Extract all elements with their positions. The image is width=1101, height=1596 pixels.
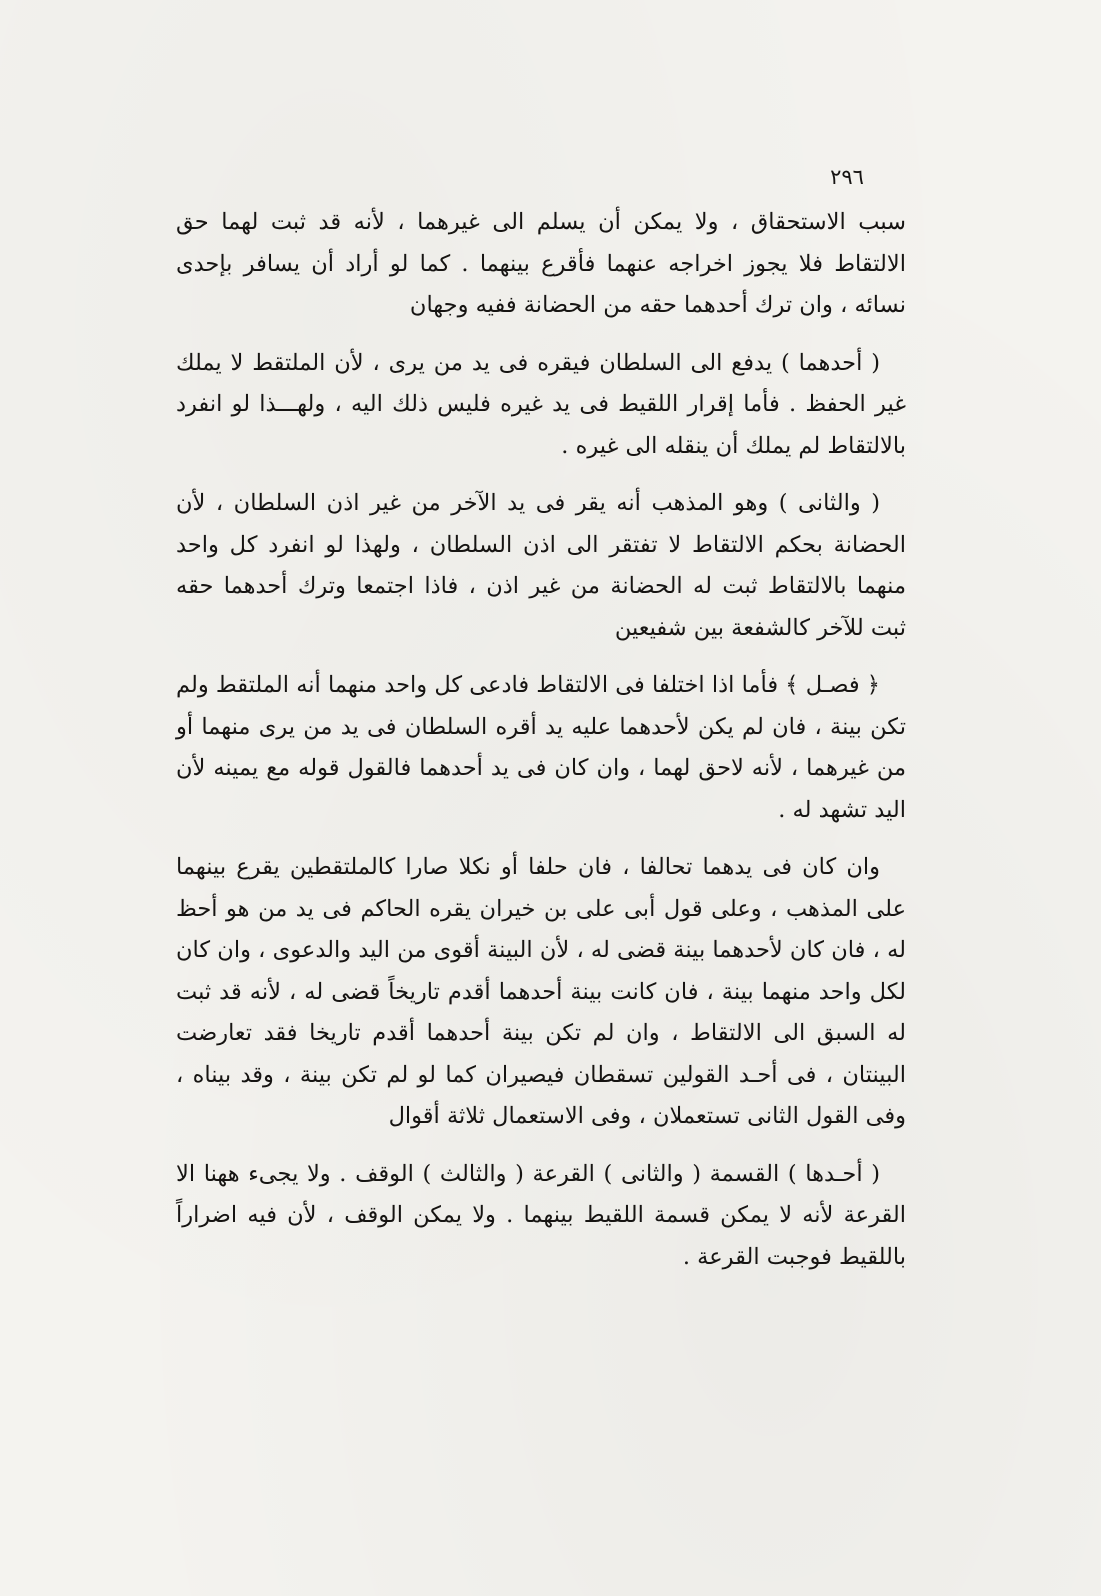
page-number: ٢٩٦ bbox=[830, 165, 864, 189]
paragraph: ( أحدهما ) يدفع الى السلطان فيقره فى يد من يرى ، لأن الملتقط لا يملك غير الحفظ . فأما إقرار اللقيط فى يد غيره فليس ذلك اليه ، ولهـــذا لو انفرد بالالتقاط لم يملك أن ينقله الى غيره . bbox=[176, 349, 906, 459]
paragraph: ﴿ فصـل ﴾ فأما اذا اختلفا فى الالتقاط فادعى كل واحد منهما أنه الملتقط ولم تكن بينة ، فان لم يكن لأحدهما عليه يد أقره السلطان فى يد من يرى منهما أو من غيرهما ، لأنه لاحق لهما ، وان كان فى يد أحدهما فالقول قوله مع يمينه لأن اليد تشهد له . bbox=[176, 672, 906, 823]
paragraph: سبب الاستحقاق ، ولا يمكن أن يسلم الى غيرهما ، لأنه قد ثبت لهما حق الالتقاط فلا يجوز اخراجه عنهما فأقرع بينهما . كما لو أراد أن يسافر بإحدى نسائه ، وان ترك أحدهما حقه من الحضانة ففيه وجهان bbox=[176, 209, 906, 318]
paragraph: ( أحـدها ) القسمة ( والثانى ) القرعة ( والثالث ) الوقف . ولا يجىء ههنا الا القرعة لأنه لا يمكن قسمة اللقيط بينهما . ولا يمكن الوقف ، لأن فيه اضراراً باللقيط فوجبت القرعة . bbox=[176, 1160, 906, 1270]
paragraph: وان كان فى يدهما تحالفا ، فان حلفا أو نكلا صارا كالملتقطين يقرع بينهما على المذهب ، وعلى قول أبى على بن خيران يقره الحاكم فى يد من هو أحظ له ، فان كان لأحدهما بينة قضى له ، لأن البينة أقوى من اليد والدعوى ، وان كان لكل واحد منهما بينة ، فان كانت بينة أحدهما أقدم تاريخاً قضى له ، لأنه قد ثبت له السبق الى الالتقاط ، وان لم تكن بينة أحدهما أقدم تاريخا فقد تعارضت البينتان ، فى أحـد القولين تسقطان فيصيران كما لو لم تكن بينة ، وقد بيناه ، وفى القول الثانى تستعملان ، وفى الاستعمال ثلاثة أقوال bbox=[176, 854, 906, 1129]
paragraph: ( والثانى ) وهو المذهب أنه يقر فى يد الآخر من غير اذن السلطان ، لأن الحضانة بحكم الالتقاط لا تفتقر الى اذن السلطان ، ولهذا لو انفرد كل واحد منهما بالالتقاط ثبت له الحضانة من غير اذن ، فاذا اجتمعا وترك أحدهما حقه ثبت للآخر كالشفعة بين شفيعين bbox=[176, 490, 906, 641]
body-text bbox=[176, 202, 906, 1294]
